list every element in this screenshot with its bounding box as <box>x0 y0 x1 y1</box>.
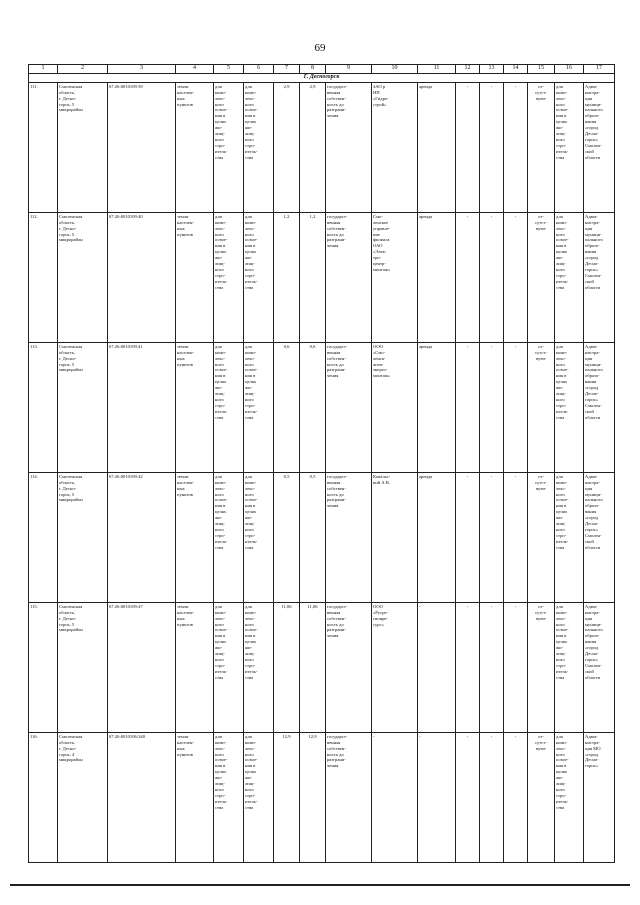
land-category-cell: земли населен- ных пунктов <box>176 82 214 212</box>
column-12-cell: - <box>456 342 480 472</box>
row-number: 112. <box>29 212 58 342</box>
column-13-cell: - <box>480 212 504 342</box>
encumbrance-cell: от- сутст- вуют <box>528 212 555 342</box>
cadastral-number-cell: 67:26:0010109:42 <box>108 472 176 602</box>
area-cell: 11,06 <box>274 602 300 732</box>
address-cell: Смоленская область, г. Десно- горск, 5 микрорайон <box>58 82 108 212</box>
page-number: 69 <box>314 42 326 54</box>
land-category-cell: земли населен- ных пунктов <box>176 472 214 602</box>
purpose-cell: для комп- лекс- ного освое- ния в целях жи- лищ- ного стро- итель- ства <box>555 732 584 862</box>
area-cell: 2,9 <box>300 82 326 212</box>
column-13-cell: - <box>480 732 504 862</box>
authority-cell: Адми- нистра- ция муници- пального образо- вания «город Десно- горск» Смолен- ской области <box>584 212 615 342</box>
column-14-cell: - <box>504 82 528 212</box>
column-12-cell: - <box>456 472 480 602</box>
land-category-cell: земли населен- ных пунктов <box>176 342 214 472</box>
header-cell: 17 <box>584 65 615 74</box>
cadastral-number-cell: 67:26:0010109:39 <box>108 82 176 212</box>
right-type-cell: аренда <box>418 472 456 602</box>
header-cell: 16 <box>555 65 584 74</box>
area-cell: 0,5 <box>274 472 300 602</box>
cadastral-number-cell: 67:26:0010109:47 <box>108 602 176 732</box>
address-cell: Смоленская область, г. Десно- горск, 5 микрорайон <box>58 602 108 732</box>
header-cell: 5 <box>214 65 244 74</box>
right-holder-cell: - <box>372 732 418 862</box>
authority-cell: Адми- нистра- ция МО «город Десно- горск» <box>584 732 615 862</box>
section-row <box>29 73 615 82</box>
area-cell: 0,6 <box>274 342 300 472</box>
ownership-form-cell: государст- венная собствен- ность до разграни- чения <box>326 342 372 472</box>
authority-cell: Адми- нистра- ция муници- пального образо- вания «город Десно- горск» Смолен- ской области <box>584 82 615 212</box>
actual-use-cell: для комп- лекс- ного освое- ния в целях жи- лищ- ного стро- итель- ства <box>244 82 274 212</box>
header-cell: 11 <box>418 65 456 74</box>
authority-cell: Адми- нистра- ция муници- пального образо- вания «город Десно- горск» Смолен- ской области <box>584 472 615 602</box>
purpose-cell: для комп- лекс- ного освое- ния в целях жи- лищ- ного стро- итель- ства <box>555 602 584 732</box>
table-row <box>29 342 615 472</box>
permitted-use-cell: для комп- лекс- ного освое- ния в целях жи- лищ- ного стро- итель- ства <box>214 212 244 342</box>
area-cell: 12,9 <box>300 732 326 862</box>
permitted-use-cell: для комп- лекс- ного освое- ния в целях жи- лищ- ного стро- итель- ства <box>214 342 244 472</box>
encumbrance-cell: от- сутст- вуют <box>528 732 555 862</box>
column-14-cell: - <box>504 342 528 472</box>
encumbrance-cell: от- сутст- вуют <box>528 342 555 472</box>
table-row <box>29 212 615 342</box>
right-type-cell: - <box>418 602 456 732</box>
header-cell: 10 <box>372 65 418 74</box>
row-number: 113. <box>29 342 58 472</box>
land-registry-table <box>28 64 615 863</box>
encumbrance-cell: от- сутст- вуют <box>528 602 555 732</box>
encumbrance-cell: от- сутст- вуют <box>528 472 555 602</box>
address-cell: Смоленская область, г. Десно- горск, 4 микрорайон <box>58 732 108 862</box>
column-14-cell: - <box>504 472 528 602</box>
header-cell: 4 <box>176 65 214 74</box>
actual-use-cell: для комп- лекс- ного освое- ния в целях жи- лищ- ного стро- итель- ства <box>244 212 274 342</box>
header-cell: 2 <box>58 65 108 74</box>
right-type-cell: аренда <box>418 212 456 342</box>
table-row <box>29 472 615 602</box>
column-14-cell: - <box>504 602 528 732</box>
cadastral-number-cell: 67:26:0010106:340 <box>108 732 176 862</box>
header-cell: 15 <box>528 65 555 74</box>
row-number: 111. <box>29 82 58 212</box>
column-12-cell: - <box>456 82 480 212</box>
bottom-divider <box>10 884 630 886</box>
header-cell: 13 <box>480 65 504 74</box>
permitted-use-cell: для комп- лекс- ного освое- ния в целях жи- лищ- ного стро- итель- ства <box>214 472 244 602</box>
purpose-cell: для комп- лекс- ного освое- ния в целях жи- лищ- ного стро- итель- ства <box>555 472 584 602</box>
ownership-form-cell: государст- венная собствен- ность до разграни- чения <box>326 602 372 732</box>
right-holder-cell: ООО «Русре- гионре- сурс» <box>372 602 418 732</box>
right-holder-cell: Смо- ленское управле- ние филиала ОАО «Элек- тро- центр- монтаж» <box>372 212 418 342</box>
column-14-cell: - <box>504 732 528 862</box>
purpose-cell: для комп- лекс- ного освое- ния в целях жи- лищ- ного стро- итель- ства <box>555 212 584 342</box>
right-type-cell: аренда <box>418 342 456 472</box>
purpose-cell: для комп- лекс- ного освое- ния в целях жи- лищ- ного стро- итель- ства <box>555 342 584 472</box>
header-cell: 1 <box>29 65 58 74</box>
land-category-cell: земли населен- ных пунктов <box>176 602 214 732</box>
row-number: 116. <box>29 732 58 862</box>
area-cell: 1,2 <box>274 212 300 342</box>
right-holder-cell: ЗАО р НП «Гидро- строй» <box>372 82 418 212</box>
header-cell: 6 <box>244 65 274 74</box>
purpose-cell: для комп- лекс- ного освое- ния в целях жи- лищ- ного стро- итель- ства <box>555 82 584 212</box>
area-cell: 1,2 <box>300 212 326 342</box>
header-row <box>29 65 615 74</box>
column-13-cell: - <box>480 472 504 602</box>
address-cell: Смоленская область, г. Десно- горск, 5 микрорайон <box>58 212 108 342</box>
area-cell: 2,9 <box>274 82 300 212</box>
area-cell: 12,9 <box>274 732 300 862</box>
land-category-cell: земли населен- ных пунктов <box>176 732 214 862</box>
header-cell: 14 <box>504 65 528 74</box>
actual-use-cell: для комп- лекс- ного освое- ния в целях жи- лищ- ного стро- итель- ства <box>244 472 274 602</box>
actual-use-cell: для комп- лекс- ного освое- ния в целях жи- лищ- ного стро- итель- ства <box>244 602 274 732</box>
ownership-form-cell: государст- венная собствен- ность до разграни- чения <box>326 732 372 862</box>
column-13-cell: - <box>480 602 504 732</box>
row-number: 114. <box>29 472 58 602</box>
permitted-use-cell: для комп- лекс- ного освое- ния в целях жи- лищ- ного стро- итель- ства <box>214 82 244 212</box>
permitted-use-cell: для комп- лекс- ного освое- ния в целях жи- лищ- ного стро- итель- ства <box>214 602 244 732</box>
header-cell: 12 <box>456 65 480 74</box>
address-cell: Смоленская область, г. Десно- горск, 5 микрорайон <box>58 342 108 472</box>
header-cell: 9 <box>326 65 372 74</box>
column-13-cell: - <box>480 82 504 212</box>
cadastral-number-cell: 67:26:0010109:41 <box>108 342 176 472</box>
table-row <box>29 82 615 212</box>
ownership-form-cell: государст- венная собствен- ность до разграни- чения <box>326 472 372 602</box>
actual-use-cell: для комп- лекс- ного освое- ния в целях жи- лищ- ного стро- итель- ства <box>244 342 274 472</box>
authority-cell: Адми- нистра- ция муници- пального образо- вания «город Десно- горск» Смолен- ской области <box>584 342 615 472</box>
ownership-form-cell: государст- венная собствен- ность до разграни- чения <box>326 82 372 212</box>
actual-use-cell: для комп- лекс- ного освое- ния в целях жи- лищ- ного стро- итель- ства <box>244 732 274 862</box>
table-row <box>29 732 615 862</box>
cadastral-number-cell: 67:26:0010109:40 <box>108 212 176 342</box>
encumbrance-cell: от- сутст- вуют <box>528 82 555 212</box>
header-cell: 3 <box>108 65 176 74</box>
section-title: Г. Десногорск <box>29 73 615 82</box>
column-12-cell: - <box>456 602 480 732</box>
ownership-form-cell: государст- венная собствен- ность до разграни- чения <box>326 212 372 342</box>
header-cell: 8 <box>300 65 326 74</box>
right-holder-cell: ООО «Смо- ленск- атом- энерго- монтаж» <box>372 342 418 472</box>
table-row <box>29 602 615 732</box>
permitted-use-cell: для комп- лекс- ного освое- ния в целях жи- лищ- ного стро- итель- ства <box>214 732 244 862</box>
column-13-cell: - <box>480 342 504 472</box>
area-cell: 0,5 <box>300 472 326 602</box>
right-holder-cell: Ковальс- кий А.В. <box>372 472 418 602</box>
column-12-cell: - <box>456 732 480 862</box>
header-cell: 7 <box>274 65 300 74</box>
row-number: 115. <box>29 602 58 732</box>
column-14-cell: - <box>504 212 528 342</box>
right-type-cell: аренда <box>418 82 456 212</box>
area-cell: 0,6 <box>300 342 326 472</box>
area-cell: 11,06 <box>300 602 326 732</box>
right-type-cell: - <box>418 732 456 862</box>
column-12-cell: - <box>456 212 480 342</box>
authority-cell: Адми- нистра- ция муници- пального образо- вания «город Десно- горск» Смолен- ской области <box>584 602 615 732</box>
land-category-cell: земли населен- ных пунктов <box>176 212 214 342</box>
address-cell: Смоленская область, г. Десно- горск, 5 микрорайон <box>58 472 108 602</box>
